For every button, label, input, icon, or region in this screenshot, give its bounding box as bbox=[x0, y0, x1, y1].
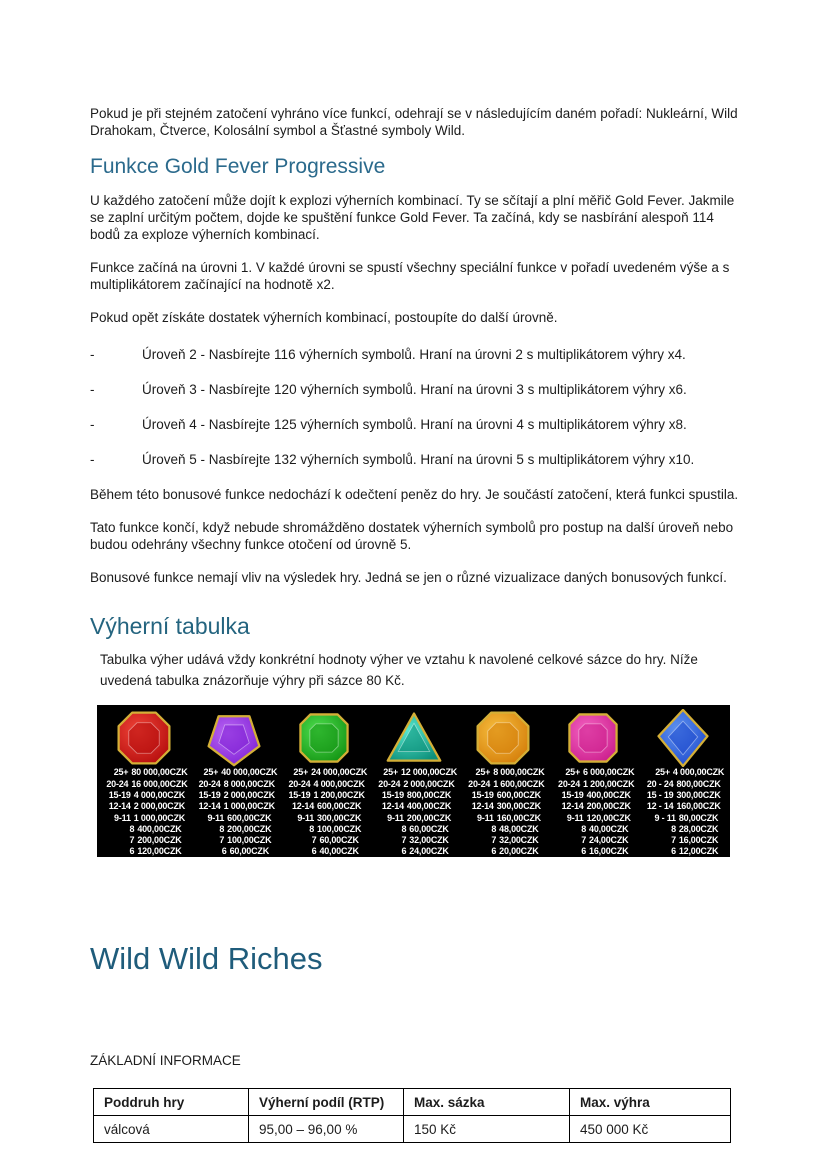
level-list-item bbox=[90, 451, 742, 468]
payout-value: 2 000,00CZK bbox=[403, 778, 455, 789]
payout-value: 160,00CZK bbox=[496, 812, 541, 823]
payout-value: 8 000,00CZK bbox=[493, 767, 545, 778]
basic-info-table bbox=[93, 1088, 731, 1143]
payout-value: 200,00CZK bbox=[227, 823, 272, 834]
payout-row bbox=[99, 858, 189, 869]
green-gem-payout-rows bbox=[279, 767, 369, 869]
payout-row bbox=[99, 790, 189, 801]
level-list-item bbox=[90, 381, 742, 398]
payout-value: 600,00CZK bbox=[496, 789, 541, 800]
payout-value: 400,00CZK bbox=[137, 823, 182, 834]
payout-row bbox=[458, 779, 548, 790]
payout-value: 80 000,00CZK bbox=[131, 767, 188, 778]
symbol-count: 9-11 bbox=[297, 812, 315, 823]
basic-info-label: ZÁKLADNÍ INFORMACE bbox=[90, 1053, 241, 1069]
symbol-count: 5 bbox=[581, 857, 587, 868]
payout-value: 24 000,00CZK bbox=[311, 767, 368, 778]
payout-value: 8,00CZK bbox=[681, 857, 716, 868]
payout-row bbox=[458, 790, 548, 801]
payout-row bbox=[279, 824, 369, 835]
symbol-count: 12-14 bbox=[198, 801, 221, 812]
symbol-count: 25+ bbox=[475, 767, 491, 778]
symbol-count: 20-24 bbox=[106, 778, 129, 789]
gold-fever-closing-paragraph: Během této bonusové funkce nedochází k odečtení peněz do hry. Je součástí zatočení, která funkci spustila. bbox=[90, 487, 739, 503]
payout-value: 12 000,00CZK bbox=[400, 767, 458, 778]
symbol-count: 9-11 bbox=[207, 812, 225, 823]
level-text: Úroveň 2 - Nasbírejte 116 výherních symbolů. Hraní na úrovni 2 s multiplikátorem výhry x4. bbox=[142, 347, 686, 363]
payout-row bbox=[548, 846, 638, 857]
red-gem-payout-rows bbox=[99, 767, 189, 869]
payout-row bbox=[189, 767, 279, 778]
payout-row bbox=[458, 801, 548, 812]
symbol-count: 20-24 bbox=[558, 778, 581, 789]
payout-value: 80,00CZK bbox=[139, 857, 180, 868]
symbol-count: 8 bbox=[671, 823, 676, 834]
payout-value: 2 000,00CZK bbox=[133, 801, 186, 812]
payout-value: 200,00CZK bbox=[137, 835, 182, 846]
symbol-count: 9 - 11 bbox=[654, 812, 676, 823]
payout-value: 60,00CZK bbox=[319, 835, 359, 846]
payout-row bbox=[548, 824, 638, 835]
pink-gem-payout-rows bbox=[548, 767, 638, 869]
symbol-count: 5 bbox=[491, 857, 497, 868]
payout-row bbox=[548, 801, 638, 812]
payout-row bbox=[279, 767, 369, 778]
symbol-count: 7 bbox=[219, 835, 225, 846]
symbol-count: 9-11 bbox=[114, 812, 131, 823]
symbol-count: 7 bbox=[129, 835, 135, 846]
payout-row bbox=[369, 790, 459, 801]
payout-row bbox=[638, 801, 728, 812]
payout-row bbox=[369, 835, 459, 846]
payout-value: 300,00CZK bbox=[496, 801, 541, 812]
payout-value: 2 000,00CZK bbox=[223, 789, 275, 800]
payout-value: 300,00CZK bbox=[676, 789, 721, 800]
payout-row bbox=[279, 801, 369, 812]
payout-row bbox=[458, 858, 548, 869]
payout-value: 8 000,00CZK bbox=[223, 778, 275, 789]
info-table-header: Max. výhra bbox=[570, 1089, 731, 1116]
payout-row bbox=[548, 767, 638, 778]
gold-gem-payout-rows bbox=[458, 767, 548, 869]
symbol-count: 12 - 14 bbox=[646, 801, 674, 812]
payout-value: 4 000,00CZK bbox=[672, 767, 725, 778]
payout-value: 12,00CZK bbox=[678, 846, 719, 857]
payout-value: 20,00CZK bbox=[499, 846, 539, 857]
symbol-count: 25+ bbox=[113, 767, 129, 778]
payout-value: 16 000,00CZK bbox=[131, 778, 188, 789]
payout-row bbox=[458, 835, 548, 846]
list-dash: - bbox=[90, 452, 95, 468]
symbol-count: 12-14 bbox=[471, 801, 494, 812]
payout-row bbox=[279, 790, 369, 801]
symbol-count: 9-11 bbox=[387, 812, 404, 823]
pink-gem-column bbox=[548, 709, 638, 868]
symbol-count: 7 bbox=[581, 835, 587, 846]
pink-gem-icon bbox=[564, 709, 622, 767]
gold-gem-column bbox=[458, 709, 548, 868]
payout-value: 200,00CZK bbox=[406, 812, 452, 823]
red-gem-column bbox=[99, 709, 189, 868]
symbol-count: 8 bbox=[129, 823, 135, 834]
payout-value: 120,00CZK bbox=[586, 812, 631, 823]
symbol-count: 25+ bbox=[655, 767, 670, 778]
payout-value: 40,00CZK bbox=[319, 846, 359, 857]
symbol-count: 15-19 bbox=[561, 789, 584, 800]
gold-fever-paragraph: U každého zatočení může dojít k explozi výherních kombinací. Ty se sčítají a plní měřič Gold Fever. Jakmile se zaplní určitým počtem, dojde ke spuštění funkce Gold Fever. Ta začíná, kdy se nasbírání alespoň 114 bodů za exploze výherních kombinací. bbox=[90, 193, 735, 243]
payout-row bbox=[638, 846, 728, 857]
symbol-count: 12-14 bbox=[561, 801, 584, 812]
payout-value: 100,00CZK bbox=[227, 835, 272, 846]
payout-value: 1 000,00CZK bbox=[223, 801, 275, 812]
symbol-count: 20-24 bbox=[468, 778, 491, 789]
payout-row bbox=[369, 858, 459, 869]
teal-gem-icon bbox=[385, 709, 443, 767]
payout-row bbox=[189, 858, 279, 869]
payout-value: 100,00CZK bbox=[317, 823, 362, 834]
gold-fever-closing-paragraph: Bonusové funkce nemají vliv na výsledek hry. Jedná se jen o různé vizualizace daných bonusových funkcí. bbox=[90, 570, 727, 586]
payout-row bbox=[369, 846, 459, 857]
payout-value: 24,00CZK bbox=[319, 857, 359, 868]
symbol-count: 6 bbox=[491, 846, 497, 857]
paytable-description: Tabulka výher udává vždy konkrétní hodnoty výher ve vztahu k navolené celkové sázce do hry. Níže uvedená tabulka znázorňuje výhry při sázce 80 Kč. bbox=[100, 652, 698, 689]
symbol-count: 6 bbox=[671, 846, 676, 857]
info-table-header: Poddruh hry bbox=[94, 1089, 249, 1116]
teal-gem-payout-rows bbox=[369, 767, 459, 869]
green-gem-icon bbox=[295, 709, 353, 767]
payout-value: 16,00CZK bbox=[678, 835, 719, 846]
intro-paragraph: Pokud je při stejném zatočení vyhráno více funkcí, odehrají se v následujícím daném pořadí: Nukleární, Wild Drahokam, Čtverce, Kolosální symbol a Šťastné symboly Wild. bbox=[90, 106, 738, 138]
payout-row bbox=[548, 790, 638, 801]
payout-row bbox=[369, 801, 459, 812]
symbol-count: 12-14 bbox=[381, 801, 404, 812]
symbol-count: 15-19 bbox=[198, 789, 221, 800]
symbol-count: 8 bbox=[401, 823, 407, 834]
game-title: Wild Wild Riches bbox=[90, 941, 323, 977]
payout-value: 12,00CZK bbox=[589, 857, 629, 868]
info-table-cell: 150 Kč bbox=[404, 1116, 570, 1143]
teal-gem-column bbox=[369, 709, 459, 868]
gold-fever-paragraph: Pokud opět získáte dostatek výherních kombinací, postoupíte do další úrovně. bbox=[90, 310, 558, 326]
list-dash: - bbox=[90, 382, 95, 398]
payout-row bbox=[99, 767, 189, 778]
payout-row bbox=[638, 779, 728, 790]
payout-value: 200,00CZK bbox=[586, 801, 631, 812]
blue-gem-payout-rows bbox=[638, 767, 728, 869]
payout-value: 1 000,00CZK bbox=[133, 812, 186, 823]
payout-row bbox=[279, 779, 369, 790]
payout-value: 800,00CZK bbox=[406, 789, 452, 800]
payout-row bbox=[458, 813, 548, 824]
payout-row bbox=[99, 779, 189, 790]
info-table-header-row bbox=[94, 1089, 731, 1116]
symbol-count: 5 bbox=[311, 857, 317, 868]
payout-row bbox=[369, 824, 459, 835]
payout-value: 60,00CZK bbox=[409, 823, 449, 834]
payout-value: 80,00CZK bbox=[678, 812, 719, 823]
symbol-count: 25+ bbox=[565, 767, 581, 778]
gold-fever-heading: Funkce Gold Fever Progressive bbox=[90, 155, 386, 178]
payout-row bbox=[279, 858, 369, 869]
levels-list bbox=[90, 346, 742, 468]
symbol-count: 20-24 bbox=[288, 778, 311, 789]
payout-row bbox=[369, 779, 459, 790]
payout-row bbox=[638, 767, 728, 778]
symbol-count: 12-14 bbox=[108, 801, 131, 812]
level-text: Úroveň 3 - Nasbírejte 120 výherních symbolů. Hraní na úrovni 3 s multiplikátorem výhry x6. bbox=[142, 382, 687, 398]
payout-row bbox=[189, 846, 279, 857]
symbol-count: 7 bbox=[401, 835, 407, 846]
payout-row bbox=[638, 835, 728, 846]
payout-value: 400,00CZK bbox=[586, 789, 631, 800]
blue-gem-column bbox=[638, 709, 728, 868]
symbol-count: 15-19 bbox=[381, 789, 404, 800]
green-gem-column bbox=[279, 709, 369, 868]
symbol-count: 6 bbox=[581, 846, 587, 857]
symbol-count: 20-24 bbox=[378, 778, 401, 789]
symbol-count: 6 bbox=[129, 846, 135, 857]
payout-row bbox=[99, 801, 189, 812]
payout-row bbox=[189, 824, 279, 835]
payout-value: 800,00CZK bbox=[676, 778, 721, 789]
payout-value: 24,00CZK bbox=[589, 835, 629, 846]
symbol-count: 5 bbox=[401, 857, 407, 868]
payout-row bbox=[369, 767, 459, 778]
symbol-count: 15-19 bbox=[108, 789, 131, 800]
payout-value: 60,00CZK bbox=[229, 846, 269, 857]
payout-row bbox=[638, 790, 728, 801]
symbol-count: 7 bbox=[311, 835, 317, 846]
purple-gem-payout-rows bbox=[189, 767, 279, 869]
info-table-cell: 450 000 Kč bbox=[570, 1116, 731, 1143]
symbol-count: 6 bbox=[311, 846, 317, 857]
red-gem-icon bbox=[115, 709, 173, 767]
payout-row bbox=[548, 858, 638, 869]
payout-value: 16,00CZK bbox=[589, 846, 629, 857]
payout-row bbox=[458, 767, 548, 778]
payout-row bbox=[369, 813, 459, 824]
payout-value: 20,00CZK bbox=[409, 857, 449, 868]
symbol-count: 8 bbox=[491, 823, 497, 834]
gold-fever-paragraph: Funkce začíná na úrovni 1. V každé úrovni se spustí všechny speciální funkce v pořadí uvedeném výše a s multiplikátorem začínající na hodnotě x2. bbox=[90, 260, 730, 293]
symbol-count: 25+ bbox=[293, 767, 309, 778]
payout-value: 40 000,00CZK bbox=[221, 767, 278, 778]
payout-value: 16,00CZK bbox=[499, 857, 539, 868]
payout-row bbox=[279, 813, 369, 824]
payout-row bbox=[189, 790, 279, 801]
level-text: Úroveň 4 - Nasbírejte 125 výherních symbolů. Hraní na úrovni 4 s multiplikátorem výhry x8. bbox=[142, 417, 687, 433]
payout-value: 120,00CZK bbox=[137, 846, 182, 857]
payout-value: 1 200,00CZK bbox=[583, 778, 635, 789]
level-list-item bbox=[90, 416, 742, 433]
symbol-count: 25+ bbox=[203, 767, 219, 778]
payout-row bbox=[638, 813, 728, 824]
symbol-count: 20 - 24 bbox=[646, 778, 674, 789]
payout-value: 1 600,00CZK bbox=[493, 778, 545, 789]
symbol-count: 25+ bbox=[383, 767, 398, 778]
payout-value: 24,00CZK bbox=[409, 846, 449, 857]
payout-row bbox=[638, 858, 728, 869]
payout-value: 28,00CZK bbox=[678, 823, 719, 834]
symbol-count: 7 bbox=[491, 835, 497, 846]
symbol-count: 15 - 19 bbox=[646, 789, 674, 800]
payout-row bbox=[189, 801, 279, 812]
payout-value: 32,00CZK bbox=[499, 835, 539, 846]
info-table-cell: válcová bbox=[94, 1116, 249, 1143]
symbol-count: 8 bbox=[581, 823, 587, 834]
symbol-count: 5 bbox=[221, 857, 227, 868]
payout-value: 4 000,00CZK bbox=[313, 778, 365, 789]
info-table-header: Výherní podíl (RTP) bbox=[249, 1089, 404, 1116]
payout-row bbox=[548, 813, 638, 824]
gold-fever-closing-paragraph: Tato funkce končí, když nebude shromážděno dostatek výherních symbolů pro postup na další úroveň nebo budou odehrány všechny funkce otočení od úrovně 5. bbox=[90, 520, 734, 553]
level-list-item bbox=[90, 346, 742, 363]
payout-row bbox=[99, 846, 189, 857]
payout-value: 6 000,00CZK bbox=[583, 767, 635, 778]
blue-gem-icon bbox=[654, 709, 712, 767]
symbol-count: 9-11 bbox=[477, 812, 494, 823]
list-dash: - bbox=[90, 347, 95, 363]
symbol-count: 8 bbox=[309, 823, 315, 834]
symbol-count: 12-14 bbox=[292, 801, 315, 812]
info-table-row bbox=[94, 1116, 731, 1143]
gold-gem-icon bbox=[474, 709, 532, 767]
payout-value: 600,00CZK bbox=[227, 812, 272, 823]
purple-gem-icon bbox=[205, 709, 263, 767]
payout-row bbox=[99, 835, 189, 846]
symbol-count: 9-11 bbox=[566, 812, 584, 823]
payout-value: 400,00CZK bbox=[406, 801, 452, 812]
symbol-count: 6 bbox=[401, 846, 407, 857]
payout-row bbox=[99, 824, 189, 835]
payout-value: 1 200,00CZK bbox=[313, 789, 365, 800]
payout-row bbox=[548, 835, 638, 846]
symbol-count: 5 bbox=[673, 857, 679, 868]
payout-value: 4 000,00CZK bbox=[133, 789, 186, 800]
symbol-count: 7 bbox=[671, 835, 676, 846]
symbol-count: 15-19 bbox=[288, 789, 311, 800]
payout-value: 160,00CZK bbox=[676, 801, 721, 812]
payout-row bbox=[458, 846, 548, 857]
payout-row bbox=[279, 835, 369, 846]
payout-row bbox=[458, 824, 548, 835]
payout-value: 40,00CZK bbox=[229, 857, 269, 868]
payout-value: 40,00CZK bbox=[589, 823, 629, 834]
gem-paytable bbox=[97, 705, 730, 868]
symbol-count: 15-19 bbox=[471, 789, 494, 800]
purple-gem-column bbox=[189, 709, 279, 868]
symbol-count: 6 bbox=[221, 846, 227, 857]
list-dash: - bbox=[90, 417, 95, 433]
payout-row bbox=[638, 824, 728, 835]
payout-row bbox=[189, 813, 279, 824]
payout-value: 32,00CZK bbox=[409, 835, 449, 846]
level-text: Úroveň 5 - Nasbírejte 132 výherních symbolů. Hraní na úrovni 5 s multiplikátorem výhry x10. bbox=[142, 452, 695, 468]
payout-row bbox=[189, 835, 279, 846]
info-table-cell: 95,00 – 96,00 % bbox=[249, 1116, 404, 1143]
symbol-count: 5 bbox=[131, 857, 137, 868]
payout-row bbox=[99, 813, 189, 824]
symbol-count: 20-24 bbox=[198, 778, 221, 789]
payout-row bbox=[279, 846, 369, 857]
symbol-count: 8 bbox=[219, 823, 225, 834]
payout-value: 300,00CZK bbox=[317, 812, 362, 823]
payout-row bbox=[548, 779, 638, 790]
info-table-header: Max. sázka bbox=[404, 1089, 570, 1116]
payout-value: 600,00CZK bbox=[317, 801, 362, 812]
payout-row bbox=[189, 779, 279, 790]
paytable-heading: Výherní tabulka bbox=[90, 613, 250, 640]
payout-value: 48,00CZK bbox=[499, 823, 539, 834]
